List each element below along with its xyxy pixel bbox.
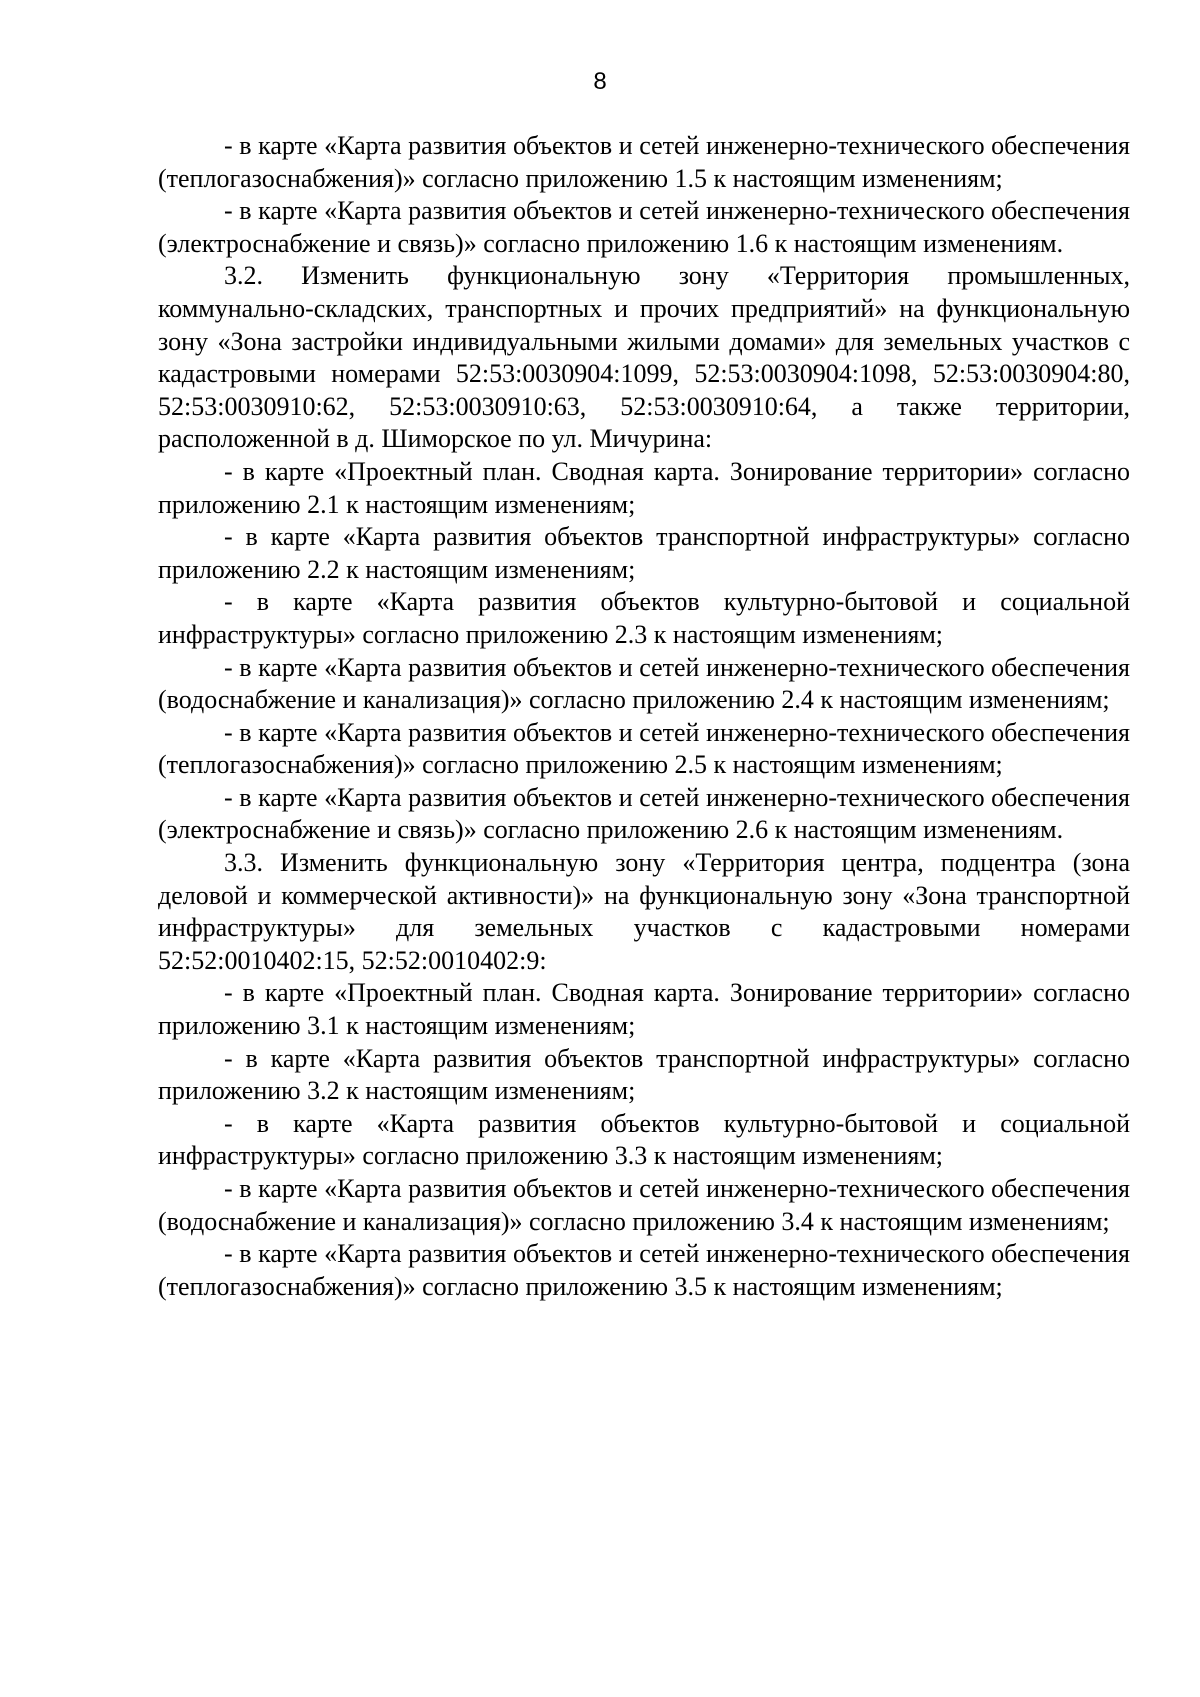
paragraph-section-3-2: 3.2. Изменить функциональную зону «Территория промышленных, коммунально-складских, транспортных и прочих предприятий» на функциональную зону «Зона застройки индивидуальными жилыми домами» для земельных участков с кадастровыми номерами 52:53:0030904:1099, 52:53:0030904:1098, 52:53:0030904:80, 52:53:0030910:62, 52:53:0030910:63, 52:53:0030910:64, а также территории, расположенной в д. Шиморское по ул. Мичурина: (158, 261, 1130, 454)
paragraph-map-social-2-3: - в карте «Карта развития объектов культурно-бытовой и социальной инфраструктуры» согласно приложению 2.3 к настоящим изменениям; (158, 587, 1130, 649)
page-number: 8 (593, 68, 607, 95)
paragraph-map-zoning-2-1: - в карте «Проектный план. Сводная карта. Зонирование территории» согласно приложению 2.1 к настоящим изменениям; (158, 456, 1130, 519)
paragraph-map-heat-gas-1-5: - в карте «Карта развития объектов и сетей инженерно-технического обеспечения (теплогазоснабжения)» согласно приложению 1.5 к настоящим изменениям; (158, 131, 1130, 193)
paragraph-section-3-3: 3.3. Изменить функциональную зону «Территория центра, подцентра (зона деловой и коммерческой активности)» на функциональную зону «Зона транспортной инфраструктуры» для земельных участков с кадастровыми номерами 52:52:0010402:15, 52:52:0010402:9: (158, 848, 1130, 975)
paragraph-map-transport-2-2: - в карте «Карта развития объектов транспортной инфраструктуры» согласно приложению 2.2 к настоящим изменениям; (158, 522, 1130, 584)
paragraph-map-zoning-3-1: - в карте «Проектный план. Сводная карта. Зонирование территории» согласно приложению 3.1 к настоящим изменениям; (158, 978, 1130, 1041)
paragraph-map-electric-2-6: - в карте «Карта развития объектов и сетей инженерно-технического обеспечения (электроснабжение и связь)» согласно приложению 2.6 к настоящим изменениям. (158, 782, 1130, 845)
paragraph-map-electric-1-6: - в карте «Карта развития объектов и сетей инженерно-технического обеспечения (электроснабжение и связь)» согласно приложению 1.6 к настоящим изменениям. (158, 196, 1130, 258)
paragraph-map-heat-gas-3-5: - в карте «Карта развития объектов и сетей инженерно-технического обеспечения (теплогазоснабжения)» согласно приложению 3.5 к настоящим изменениям; (158, 1239, 1130, 1301)
paragraph-map-heat-gas-2-5: - в карте «Карта развития объектов и сетей инженерно-технического обеспечения (теплогазоснабжения)» согласно приложению 2.5 к настоящим изменениям; (158, 717, 1130, 780)
paragraph-map-water-2-4: - в карте «Карта развития объектов и сетей инженерно-технического обеспечения (водоснабжение и канализация)» согласно приложению 2.4 к настоящим изменениям; (158, 652, 1130, 715)
document-body (158, 130, 1130, 1303)
paragraph-map-water-3-4: - в карте «Карта развития объектов и сетей инженерно-технического обеспечения (водоснабжение и канализация)» согласно приложению 3.4 к настоящим изменениям; (158, 1174, 1130, 1236)
paragraph-map-social-3-3: - в карте «Карта развития объектов культурно-бытовой и социальной инфраструктуры» согласно приложению 3.3 к настоящим изменениям; (158, 1108, 1130, 1171)
paragraph-map-transport-3-2: - в карте «Карта развития объектов транспортной инфраструктуры» согласно приложению 3.2 к настоящим изменениям; (158, 1043, 1130, 1106)
